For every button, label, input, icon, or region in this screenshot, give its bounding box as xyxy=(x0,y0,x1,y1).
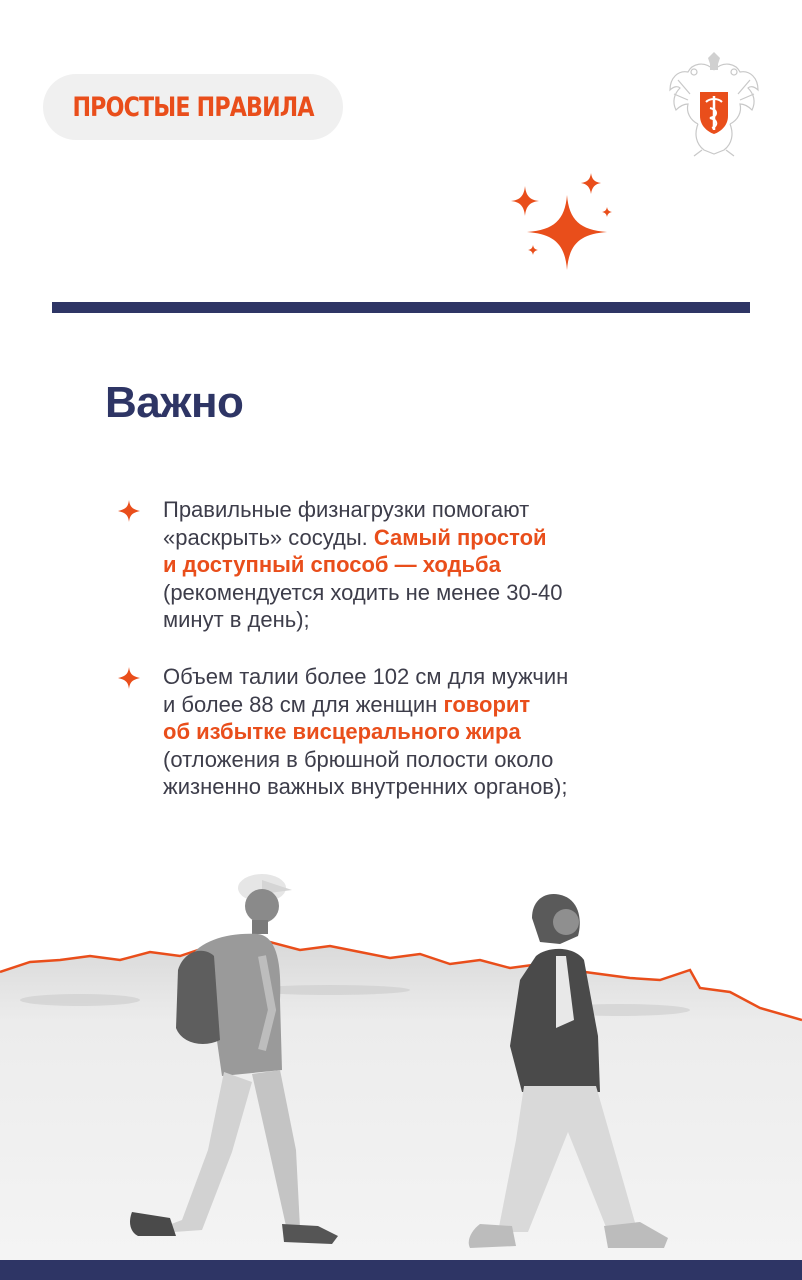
body-text: Объем талии более 102 см для мужчин xyxy=(163,664,569,689)
rubric-badge xyxy=(43,74,343,140)
body-text: (отложения в брюшной полости около xyxy=(163,746,554,772)
bullet-line xyxy=(163,718,683,746)
double-headed-eagle-emblem-icon xyxy=(664,50,764,158)
bullet-line xyxy=(163,746,683,774)
bullet-text xyxy=(163,663,683,801)
page-heading: Важно xyxy=(105,378,244,427)
section-divider xyxy=(52,302,750,313)
body-text: Правильные физнагрузки помогают xyxy=(163,497,530,522)
footer-bar xyxy=(0,1260,802,1280)
highlight-text: об избытке висцерального жира xyxy=(163,719,521,744)
body-text: (рекомендуется ходить не менее 30-40 xyxy=(163,579,563,605)
body-text: минут в день); xyxy=(163,607,310,632)
rubric-badge-label: ПРОСТЫЕ ПРАВИЛА xyxy=(72,91,314,123)
highlight-text: Самый простой xyxy=(373,524,547,550)
plus-icon xyxy=(118,667,140,689)
bullet-line xyxy=(163,579,683,607)
walking-people-illustration xyxy=(0,860,802,1260)
body-text: жизненно важных внутренних органов); xyxy=(163,774,568,799)
sparkles-icon xyxy=(510,170,620,275)
bullet-line xyxy=(163,551,683,579)
bullet-line xyxy=(163,606,683,634)
bullet-line xyxy=(163,524,683,552)
bullet-text xyxy=(163,496,683,634)
body-text: и более 88 см для женщин xyxy=(163,691,444,717)
bullet-line xyxy=(163,691,683,719)
highlight-text: говорит xyxy=(443,691,531,717)
highlight-text: и доступный способ — ходьба xyxy=(163,552,501,577)
plus-icon xyxy=(118,500,140,522)
bullet-line xyxy=(163,496,683,524)
bullet-line xyxy=(163,663,683,691)
bullet-line xyxy=(163,773,683,801)
body-text: «раскрыть» сосуды. xyxy=(163,524,374,550)
